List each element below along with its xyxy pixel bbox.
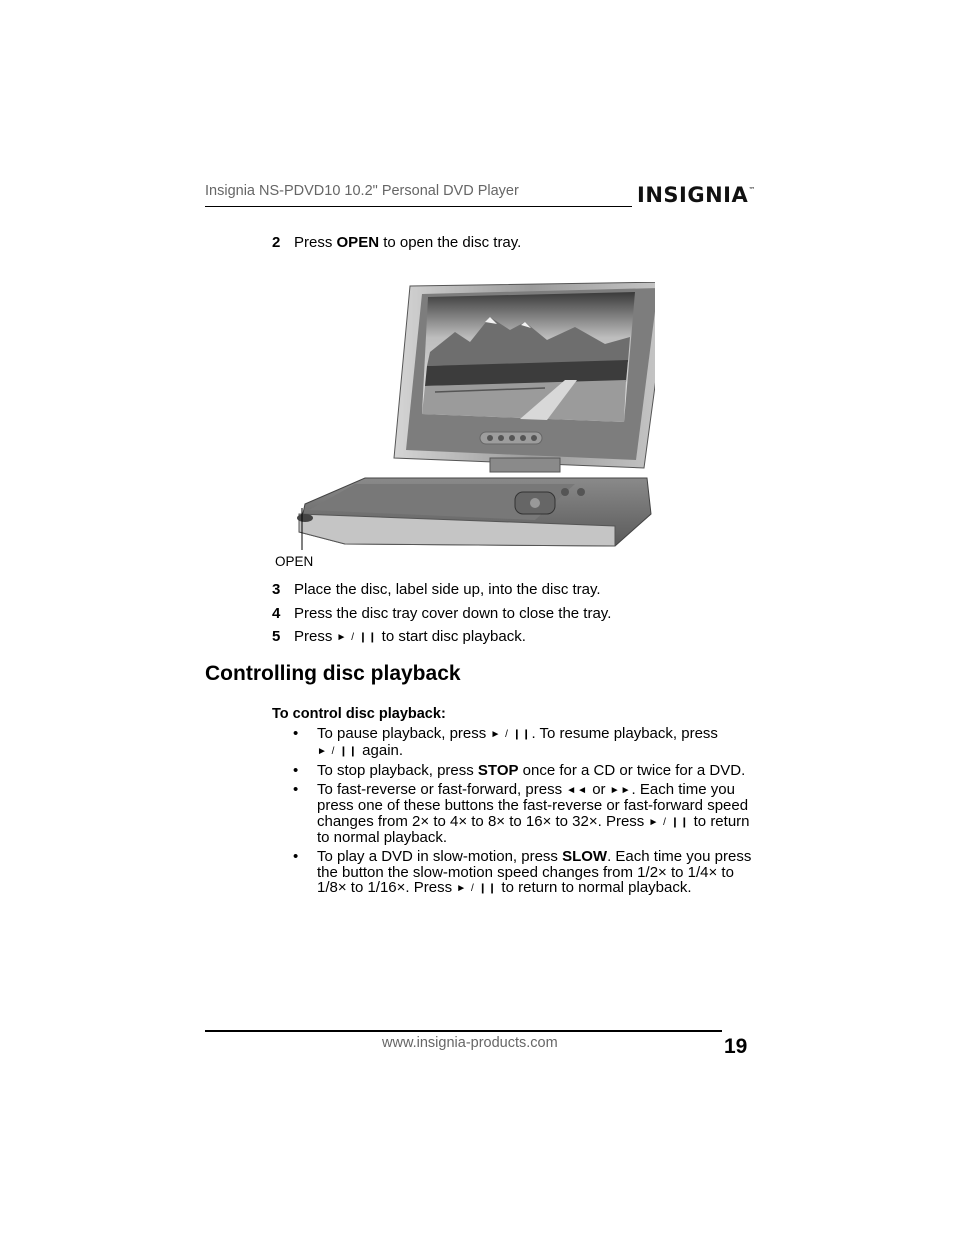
bullet-list bbox=[293, 726, 753, 900]
running-header-title: Insignia NS-PDVD10 10.2" Personal DVD Player bbox=[205, 183, 519, 199]
bullet-dot: • bbox=[293, 848, 299, 865]
bullet-text: again. bbox=[358, 741, 404, 759]
insignia-logo bbox=[637, 183, 756, 207]
fast-forward-icon: ►► bbox=[609, 784, 632, 796]
open-button-name: OPEN bbox=[336, 234, 380, 251]
page-number: 19 bbox=[724, 1035, 748, 1058]
list-item bbox=[293, 782, 753, 846]
list-item bbox=[293, 763, 753, 779]
footer-url: www.insignia-products.com bbox=[382, 1035, 558, 1051]
footer-rule bbox=[205, 1030, 722, 1032]
dvd-player-figure bbox=[285, 282, 655, 559]
bullet-text: To stop playback, press bbox=[317, 761, 478, 779]
bullet-dot: • bbox=[293, 725, 299, 742]
step-4 bbox=[272, 605, 611, 622]
step-5 bbox=[272, 628, 526, 645]
bullet-text: . To resume playback, press bbox=[531, 725, 718, 742]
bullet-text: To fast-reverse or fast-forward, press bbox=[317, 780, 567, 798]
open-callout-label: OPEN bbox=[275, 554, 314, 569]
logo-trademark: ™ bbox=[748, 186, 756, 194]
play-pause-icon: ► / ❙❙ bbox=[317, 745, 358, 757]
play-pause-icon: ► / ❙❙ bbox=[336, 632, 378, 643]
bullet-text: . Each time you press the button the slow-motion speed changes from 1/2× to 1/4× to 1/8× to 1/16×. Press bbox=[317, 848, 752, 896]
step-number: 3 bbox=[272, 581, 281, 598]
logo-text: INSIGNIA bbox=[637, 183, 749, 207]
rewind-icon: ◄◄ bbox=[566, 784, 589, 796]
step-2 bbox=[272, 234, 521, 251]
bullet-text: to return to normal playback. bbox=[497, 879, 692, 896]
bullet-dot: • bbox=[293, 761, 299, 779]
slow-button-name: SLOW bbox=[562, 848, 608, 865]
step-text-post: to open the disc tray. bbox=[379, 234, 522, 251]
step-number: 5 bbox=[272, 628, 281, 645]
play-pause-icon: ► / ❙❙ bbox=[456, 883, 498, 894]
bullet-text: To pause playback, press bbox=[317, 725, 491, 742]
play-pause-icon: ► / ❙❙ bbox=[648, 816, 690, 828]
step-text-pre: Press bbox=[294, 234, 337, 251]
step-number: 4 bbox=[272, 605, 281, 622]
bullet-dot: • bbox=[293, 780, 299, 798]
bullet-text: once for a CD or twice for a DVD. bbox=[518, 761, 746, 779]
step-text: Place the disc, label side up, into the disc tray. bbox=[294, 581, 601, 598]
section-heading: Controlling disc playback bbox=[205, 662, 461, 685]
step-text-post: to start disc playback. bbox=[377, 628, 526, 645]
bullet-text: . Each time you press one of these buttons the fast-reverse or fast-forward speed changes from 2× to 4× to 8× to 16× to 32×. Press bbox=[317, 780, 749, 830]
step-text-pre: Press bbox=[294, 628, 337, 645]
procedure-heading: To control disc playback: bbox=[272, 706, 446, 722]
play-pause-icon: ► / ❙❙ bbox=[490, 729, 532, 740]
bullet-text: or bbox=[588, 780, 610, 798]
step-number: 2 bbox=[272, 234, 281, 251]
list-item bbox=[293, 726, 753, 759]
step-text: Press the disc tray cover down to close the tray. bbox=[294, 605, 612, 622]
step-3 bbox=[272, 581, 601, 598]
dvd-player-illustration bbox=[285, 282, 655, 554]
list-item bbox=[293, 849, 753, 897]
bullet-text: To play a DVD in slow-motion, press bbox=[317, 848, 563, 865]
bullet-text: to return to normal playback. bbox=[317, 812, 750, 846]
stop-button-name: STOP bbox=[477, 761, 519, 779]
header-rule bbox=[205, 206, 632, 207]
